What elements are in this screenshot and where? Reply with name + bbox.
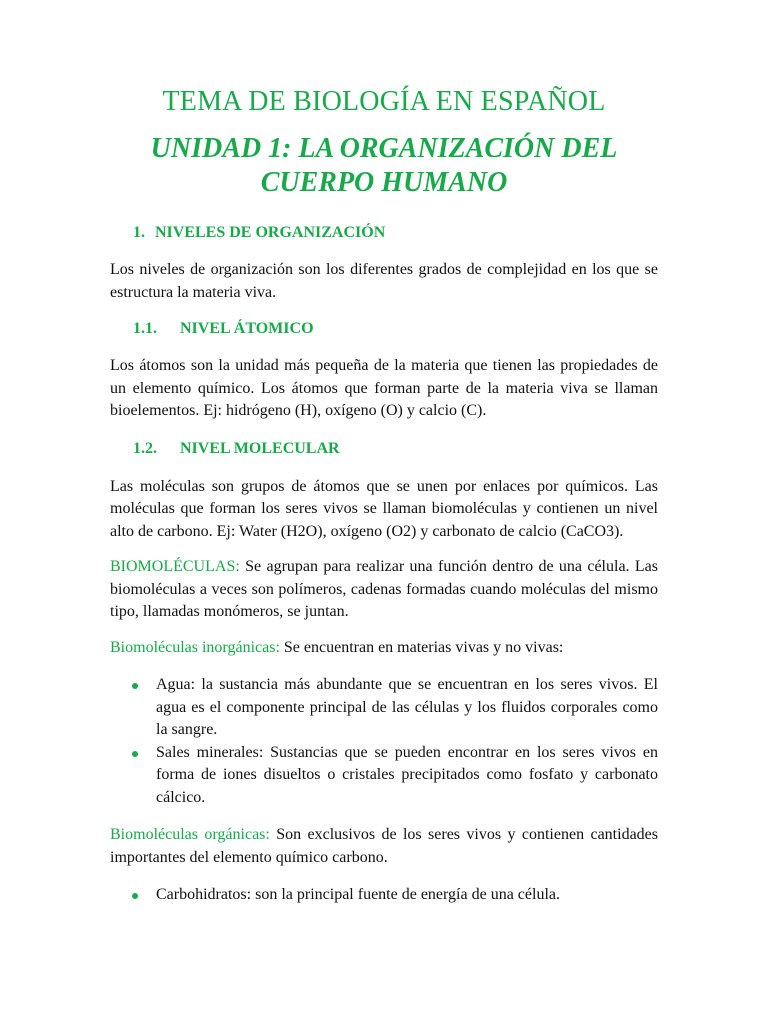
inorganicas-text: Se encuentran en materias vivas y no vivas: [279, 638, 564, 656]
list-item [110, 742, 658, 810]
organicas-paragraph [110, 824, 658, 869]
list-item-text: Sales minerales: Sustancias que se pueden encontrar en los seres vivos en forma de iones disueltos o cristales precipitados como fosfato y carbonato cálcico. [156, 743, 658, 806]
section-1-1-title: NIVEL ÁTOMICO [180, 320, 314, 337]
section-1-paragraph: Los niveles de organización son los diferentes grados de complejidad en los que se estructura la materia viva. [110, 261, 658, 301]
bullet-dot-icon [132, 893, 138, 899]
list-item [110, 674, 658, 742]
document-title: TEMA DE BIOLOGÍA EN ESPAÑOL [162, 86, 606, 117]
list-item [110, 884, 658, 907]
section-1-number: 1. [133, 224, 145, 241]
organicas-label: Biomoléculas orgánicas: [110, 826, 270, 843]
inorganicas-paragraph [110, 637, 658, 660]
unit-title-line2: CUERPO HUMANO [260, 167, 508, 198]
section-1-2-number: 1.2. [133, 439, 157, 457]
biomoleculas-text: Se agrupan para realizar una función dentro de una célula. Las biomoléculas a veces son polímeros, cadenas formadas cuando moléculas del mismo tipo, llamadas monómeros, se juntan. [110, 558, 658, 620]
organicas-list [110, 884, 658, 907]
section-1-1-paragraph: Los átomos son la unidad más pequeña de la materia que tienen las propiedades de un elemento químico. Los átomos que forman parte de la materia viva se llaman bioelementos. Ej: hidrógeno (H), oxígeno (O) y calcio (C). [110, 357, 658, 419]
biomoleculas-paragraph [110, 556, 658, 624]
section-1-2-paragraph: Las moléculas son grupos de átomos que se unen por enlaces por químicos. Las moléculas que forman los seres vivos se llaman biomoléculas y contienen un nivel alto de carbono. Ej: Water (H2O), oxígeno (O2) y carbonato de calcio (CaCO3). [110, 477, 658, 540]
section-1-2-title: NIVEL MOLECULAR [180, 439, 340, 457]
unit-title [110, 132, 658, 200]
biomoleculas-label: BIOMOLÉCULAS: [110, 558, 240, 575]
section-1-heading [133, 222, 658, 244]
unit-title-line1: UNIDAD 1: LA ORGANIZACIÓN DEL [150, 133, 618, 164]
section-1-title: NIVELES DE ORGANIZACIÓN [155, 224, 386, 241]
list-item-text: Agua: la sustancia más abundante que se encuentran en los seres vivos. El agua es el componente principal de las células y los fluidos corporales como la sangre. [156, 676, 658, 738]
bullet-dot-icon [132, 683, 138, 689]
section-1-1-number: 1.1. [133, 320, 157, 337]
bullet-dot-icon [132, 751, 138, 757]
section-1-1-heading [133, 318, 658, 340]
section-1-2-heading [133, 438, 658, 460]
inorganicas-label: Biomoléculas inorgánicas: [110, 638, 280, 656]
list-item-text: Carbohidratos: son la principal fuente de energía de una célula. [156, 886, 560, 903]
inorganicas-list [110, 674, 658, 809]
organicas-text: Son exclusivos de los seres vivos y contienen cantidades importantes del elemento químico carbono. [110, 826, 658, 866]
